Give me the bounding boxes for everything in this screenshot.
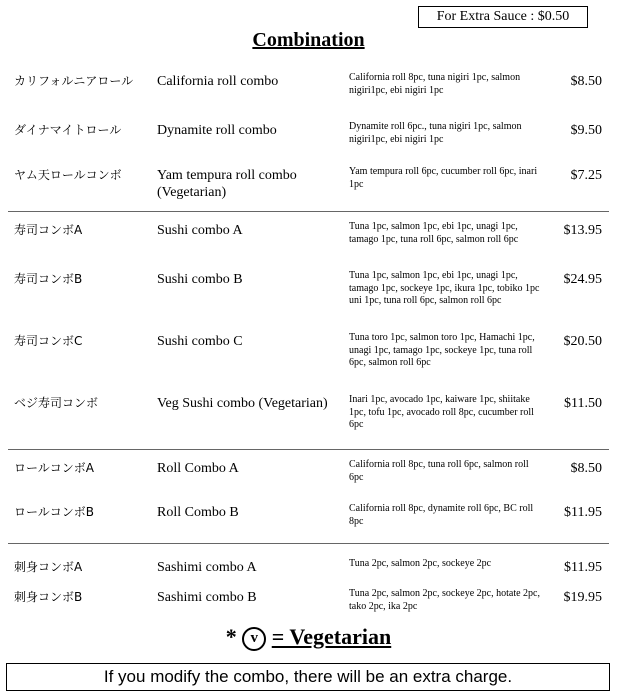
item-japanese-name: ダイナマイトロール: [14, 123, 122, 137]
item-price: $11.95: [564, 505, 602, 520]
item-japanese-name: 寿司コンボC: [14, 334, 83, 348]
item-price: $24.95: [563, 272, 602, 287]
item-english-name: Sashimi combo A: [157, 560, 257, 575]
item-description: Tuna 1pc, salmon 1pc, ebi 1pc, unagi 1pc, tamago 1pc, sockeye 1pc, ikura 1pc, tobiko 1pc uni 1pc, tuna roll 6pc, salmon roll 6pc: [349, 270, 540, 306]
section-divider: [8, 543, 609, 544]
item-description: California roll 8pc, tuna nigiri 1pc, salmon nigiri1pc, ebi nigiri 1pc: [349, 72, 521, 96]
item-description: Tuna 2pc, salmon 2pc, sockeye 2pc: [349, 558, 492, 569]
item-description: Tuna 1pc, salmon 1pc, ebi 1pc, unagi 1pc, tamago 1pc, tuna roll 6pc, salmon roll 6pc: [349, 221, 519, 245]
item-english-name: California roll combo: [157, 74, 279, 89]
item-japanese-name: 寿司コンボB: [14, 272, 83, 286]
vegetarian-legend-text: = Vegetarian: [271, 624, 392, 649]
item-price: $9.50: [570, 123, 602, 138]
page-title-text: Combination: [252, 29, 365, 51]
item-english-name: Veg Sushi combo (Vegetarian): [157, 396, 328, 411]
item-japanese-name: 寿司コンボA: [14, 223, 83, 237]
item-price: $19.95: [563, 590, 602, 605]
item-japanese-name: ベジ寿司コンボ: [14, 396, 99, 410]
item-english-name: Roll Combo A: [157, 461, 239, 476]
item-description: California roll 8pc, dynamite roll 6pc, BC roll 8pc: [349, 503, 534, 527]
item-japanese-name: カリフォルニアロール: [14, 74, 134, 88]
item-price: $8.50: [570, 461, 602, 476]
section-divider: [8, 449, 609, 450]
item-description: Dynamite roll 6pc., tuna nigiri 1pc, salmon nigiri1pc, ebi nigiri 1pc: [349, 121, 522, 145]
item-english-name: Dynamite roll combo: [157, 123, 277, 138]
item-japanese-name: ヤム天ロールコンボ: [14, 168, 122, 182]
item-english-name: Yam tempura roll combo (Vegetarian): [157, 168, 297, 200]
extra-sauce-box: For Extra Sauce : $0.50: [418, 6, 588, 28]
extra-charge-notice: If you modify the combo, there will be an extra charge.: [6, 663, 610, 691]
item-price: $13.95: [563, 223, 602, 238]
item-english-name: Sashimi combo B: [157, 590, 257, 605]
item-price: $11.50: [564, 396, 602, 411]
item-price: $11.95: [564, 560, 602, 575]
item-description: Tuna toro 1pc, salmon toro 1pc, Hamachi 1pc, unagi 1pc, tamago 1pc, sockeye 1pc, tuna roll 6pc, salmon roll 6pc: [349, 332, 535, 368]
item-japanese-name: 刺身コンボA: [14, 560, 83, 574]
item-price: $8.50: [570, 74, 602, 89]
section-divider: [8, 211, 609, 212]
item-english-name: Sushi combo B: [157, 272, 243, 287]
item-price: $20.50: [563, 334, 602, 349]
item-english-name: Roll Combo B: [157, 505, 239, 520]
item-description: Tuna 2pc, salmon 2pc, sockeye 2pc, hotate 2pc, tako 2pc, ika 2pc: [349, 588, 540, 612]
asterisk-mark: *: [225, 624, 237, 649]
item-english-name: Sushi combo C: [157, 334, 243, 349]
item-description: Inari 1pc, avocado 1pc, kaiware 1pc, shiitake 1pc, tofu 1pc, avocado roll 8pc, cucumber roll 6pc: [349, 394, 534, 430]
item-description: Yam tempura roll 6pc, cucumber roll 6pc, inari 1pc: [349, 166, 538, 190]
item-japanese-name: 刺身コンボB: [14, 590, 83, 604]
item-japanese-name: ロールコンボA: [14, 461, 94, 475]
vegetarian-legend: [0, 623, 617, 651]
item-price: $7.25: [570, 168, 602, 183]
vegetarian-circle-icon: v: [242, 627, 266, 651]
item-english-name: Sushi combo A: [157, 223, 243, 238]
item-japanese-name: ロールコンボB: [14, 505, 94, 519]
item-description: California roll 8pc, tuna roll 6pc, salmon roll 6pc: [349, 459, 529, 483]
